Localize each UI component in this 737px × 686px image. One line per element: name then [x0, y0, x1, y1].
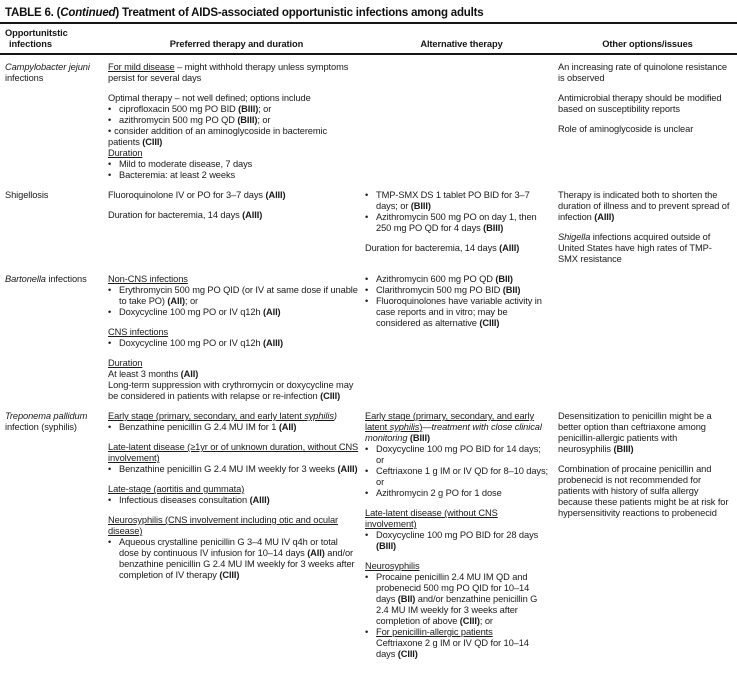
text-segment: (AIII)	[265, 190, 286, 200]
preferred-therapy-cell	[108, 62, 365, 181]
text-segment: (BIII)	[238, 104, 259, 114]
bullet-marker: •	[108, 126, 112, 136]
paragraph	[558, 464, 731, 519]
text-segment: infections acquired outside of United States have high rates of TMP-SMX resistance	[558, 232, 712, 264]
bullet-item	[108, 159, 359, 170]
bullet-marker: •	[108, 104, 112, 114]
paragraph	[108, 93, 359, 104]
bullet-marker: •	[108, 307, 112, 317]
paragraph	[558, 62, 731, 84]
text-segment: ; or	[184, 296, 199, 306]
text-segment: Combination of procaine penicillin and probenecid is not recommended for patients with history of sulfa allergy because these patients might be at risk for hypersensitivity reactions to probenecid	[558, 464, 729, 518]
text-segment: (BII)	[495, 274, 513, 284]
text-segment: (CIII)	[320, 391, 341, 401]
text-segment: Infectious diseases consultation	[119, 495, 250, 505]
text-segment: Azithromycin 600 mg PO QD	[376, 274, 496, 284]
text-segment: Shigella	[558, 232, 591, 242]
text-segment: Non-CNS infections	[108, 274, 188, 284]
text-segment: )	[419, 422, 423, 432]
text-segment: syphilis	[304, 411, 334, 421]
text-segment: (AII)	[307, 548, 325, 558]
other-options-cell	[558, 274, 737, 402]
column-header-line1: Opportunitstic	[5, 28, 68, 38]
bullet-marker: •	[365, 466, 369, 476]
text-segment: (AIII)	[249, 495, 270, 505]
text-segment: (AII)	[180, 369, 199, 379]
infection-name-cell	[0, 274, 108, 402]
preferred-therapy-cell	[108, 190, 365, 265]
text-segment: For mild disease	[108, 62, 175, 72]
text-segment: Benzathine penicillin G 2.4 MU IM for 1	[119, 422, 279, 432]
text-segment: Doxycycline 100 mg PO BID for 28 days	[376, 530, 539, 540]
text-segment: azithromycin 500 mg PO QD	[119, 115, 238, 125]
bullet-item	[365, 285, 548, 296]
text-segment: Desensitization to penicillin might be a better option than ceftriaxone among penicillin-allergic patients with neurosyphilis	[558, 411, 712, 454]
text-segment: Benzathine penicillin G 2.4 MU IM weekly for 3 weeks	[119, 464, 338, 474]
text-segment: infections	[5, 73, 44, 83]
table-header-row	[0, 24, 737, 53]
table-body	[0, 55, 737, 669]
text-segment: Late-latent disease (without CNS involvement)	[365, 508, 498, 529]
alternative-therapy-cell	[365, 190, 558, 265]
bullet-text	[119, 285, 359, 307]
table-title-suffix: ) Treatment of AIDS-associated opportunistic infections among adults	[115, 7, 484, 19]
bullet-item	[108, 115, 359, 126]
paragraph	[365, 508, 548, 530]
bullet-item	[108, 170, 359, 181]
text-segment: (AIII)	[594, 212, 615, 222]
text-segment: Azithromycin 2 g PO for 1 dose	[376, 488, 502, 498]
paragraph	[108, 380, 359, 402]
text-segment: At least 3 months	[108, 369, 181, 379]
column-header-opportunistic-infections	[0, 28, 108, 50]
bullet-marker: •	[108, 537, 112, 547]
table-row	[0, 190, 737, 274]
text-segment: Duration for bacteremia, 14 days	[108, 210, 243, 220]
paragraph	[365, 411, 548, 444]
text-segment: ; or	[479, 616, 493, 626]
text-segment: (BIII)	[613, 444, 634, 454]
bullet-marker: •	[108, 422, 112, 432]
text-segment: Doxycycline 100 mg PO BID for 14 days; or	[376, 444, 541, 465]
text-segment: Mild to moderate disease, 7 days	[119, 159, 253, 169]
text-segment: An increasing rate of quinolone resistance is observed	[558, 62, 727, 83]
text-segment: (BIII)	[409, 433, 430, 443]
bullet-item	[365, 296, 548, 329]
text-segment: (BIII)	[237, 115, 258, 125]
preferred-therapy-cell	[108, 274, 365, 402]
text-segment: (AII)	[278, 422, 297, 432]
text-segment: Bartonella	[5, 274, 46, 284]
text-segment: Doxycycline 100 mg PO or IV q12h	[119, 307, 263, 317]
bullet-marker: •	[108, 159, 112, 169]
paragraph	[108, 358, 359, 369]
table-title-prefix: TABLE 6. (	[5, 7, 61, 19]
text-segment: Late-stage (aortitis and gummata)	[108, 484, 245, 494]
text-segment: and/or benzathine penicillin G 2.4 MU IM weekly for 3 weeks after completion of IV therapy	[119, 548, 355, 580]
text-segment: consider addition of an aminoglycoside in bacteremic patients	[108, 126, 328, 147]
paragraph	[558, 232, 731, 265]
preferred-therapy-cell	[108, 411, 365, 660]
bullet-marker: •	[365, 212, 369, 222]
text-segment: infection (syphilis)	[5, 422, 77, 432]
bullet-text	[376, 466, 548, 488]
table-row	[0, 62, 737, 190]
table-row	[0, 411, 737, 669]
bullet-marker: •	[365, 627, 369, 637]
text-segment: (BII)	[502, 285, 521, 295]
text-segment: – might withhold therapy unless symptoms persist for several days	[108, 62, 349, 83]
alternative-therapy-cell	[365, 274, 558, 402]
text-segment: Late-latent disease (≥1yr or of unknown duration, without CNS involvement)	[108, 442, 359, 463]
infection-name-cell	[0, 190, 108, 265]
bullet-item	[365, 466, 548, 488]
bullet-text	[119, 422, 359, 433]
text-segment: Duration	[108, 148, 143, 158]
other-options-cell	[558, 411, 737, 660]
text-segment: (CIII)	[142, 137, 163, 147]
bullet-item	[108, 338, 359, 349]
paragraph	[108, 62, 359, 84]
paragraph	[365, 561, 548, 572]
text-segment: Duration	[108, 358, 143, 368]
bullet-item	[108, 285, 359, 307]
text-segment: ; or	[257, 115, 271, 125]
text-segment: (CIII)	[459, 616, 480, 626]
text-segment: Erythromycin 500 mg PO QID (or IV at same dose if unable to take PO)	[119, 285, 358, 306]
bullet-item	[108, 104, 359, 115]
bullet-marker: •	[108, 170, 112, 180]
text-segment: (AIII)	[337, 464, 358, 474]
bullet-item	[365, 488, 548, 499]
text-segment: infections	[45, 274, 87, 284]
alternative-therapy-cell	[365, 62, 558, 181]
bullet-item	[365, 190, 548, 212]
paragraph	[108, 442, 359, 464]
bullet-text	[376, 285, 548, 296]
paragraph	[108, 274, 359, 285]
other-options-cell	[558, 62, 737, 181]
bullet-item	[365, 444, 548, 466]
infection-name-cell	[0, 411, 108, 660]
text-segment: —	[422, 422, 432, 432]
bullet-item	[108, 422, 359, 433]
paragraph	[558, 411, 731, 455]
bullet-text	[119, 338, 359, 349]
bullet-marker: •	[365, 572, 369, 582]
text-segment: Ceftriaxone 2 g IM or IV QD for 10–14 days	[376, 638, 529, 659]
text-segment: (AII)	[262, 307, 281, 317]
text-segment: Role of aminoglycoside is unclear	[558, 124, 694, 134]
text-segment: Optimal therapy – not well defined; options include	[108, 93, 311, 103]
text-segment: and/or benzathine penicillin G 2.4 MU IM weekly for 3 weeks after completion of above	[376, 594, 538, 626]
bullet-item	[365, 627, 548, 660]
text-segment: Aqueous crystalline penicillin G 3–4 MU IV q4h or total dose by continuous IV infusion for 10–14 days	[119, 537, 338, 558]
bullet-marker: •	[365, 530, 369, 540]
bullet-item	[108, 464, 359, 475]
alternative-therapy-cell	[365, 411, 558, 660]
text-segment: Campylobacter jejuni	[5, 62, 90, 72]
text-segment: (BIII)	[483, 223, 504, 233]
text-segment: (AII)	[167, 296, 185, 306]
bullet-item	[365, 572, 548, 627]
text-segment: Early stage (primary, secondary, and early latent	[108, 411, 305, 421]
bullet-text	[119, 495, 359, 506]
bullet-marker: •	[108, 285, 112, 295]
paragraph	[108, 190, 359, 201]
column-header-preferred-therapy: Preferred therapy and duration	[169, 39, 304, 49]
text-segment: CNS infections	[108, 327, 169, 337]
bullet-text	[119, 537, 359, 581]
bullet-text	[376, 296, 548, 329]
paragraph	[108, 515, 359, 537]
text-segment: Antimicrobial therapy should be modified based on susceptibility reports	[558, 93, 722, 114]
text-segment: For penicillin-allergic patients	[376, 627, 493, 637]
text-segment: (AIII)	[242, 210, 263, 220]
paragraph	[108, 327, 359, 338]
paragraph	[108, 484, 359, 495]
text-segment: TMP-SMX DS 1 tablet PO BID for 3–7 days; or	[376, 190, 530, 211]
text-segment: Clarithromycin 500 mg PO BID	[376, 285, 503, 295]
text-segment: )	[333, 411, 337, 421]
other-options-cell	[558, 190, 737, 265]
paragraph	[108, 210, 359, 221]
paragraph	[108, 148, 359, 159]
bullet-marker: •	[108, 464, 112, 474]
paragraph	[558, 93, 731, 115]
text-segment: Therapy is indicated both to shorten the duration of illness and to prevent spread of infection	[558, 190, 730, 222]
column-header-line2: infections	[9, 39, 52, 49]
bullet-marker: •	[365, 190, 369, 200]
paragraph	[558, 190, 731, 223]
text-segment: Fluoroquinolone IV or PO for 3–7 days	[108, 190, 266, 200]
text-segment: (AIII)	[499, 243, 520, 253]
text-segment: Neurosyphilis	[365, 561, 420, 571]
column-header-other-options: Other options/issues	[602, 39, 693, 49]
text-segment: (CIII)	[397, 649, 418, 659]
text-segment: Long-term suppression with crythromycin or doxycycline may be considered in patients with relapse or re-infection	[108, 380, 354, 401]
bullet-marker: •	[108, 338, 112, 348]
paragraph	[558, 124, 731, 135]
text-segment: Shigellosis	[5, 190, 49, 200]
table-row	[0, 274, 737, 411]
bullet-text	[119, 115, 359, 126]
text-segment: (BIII)	[410, 201, 431, 211]
text-segment: Doxycycline 100 mg PO or IV q12h	[119, 338, 263, 348]
text-segment: Early stage (primary, secondary, and early latent	[365, 411, 535, 432]
bullet-text	[376, 212, 548, 234]
bullet-text	[376, 572, 548, 627]
bullet-item	[365, 212, 548, 234]
bullet-marker: •	[108, 115, 112, 125]
bullet-text	[119, 159, 359, 170]
bullet-text	[376, 488, 548, 499]
table-title	[5, 7, 732, 20]
text-segment: (CIII)	[479, 318, 500, 328]
bullet-text	[376, 274, 548, 285]
text-segment: Neurosyphilis (CNS involvement including otic and ocular disease)	[108, 515, 339, 536]
text-segment: Treponema pallidum	[5, 411, 88, 421]
bullet-item	[108, 537, 359, 581]
bullet-text	[119, 104, 359, 115]
text-segment: Procaine penicillin 2.4 MU IM QD and probenecid 500 mg PO QID for 10–14 days	[376, 572, 530, 604]
bullet-marker: •	[365, 296, 369, 306]
text-segment: ; or	[258, 104, 272, 114]
text-segment: ciprofloxacin 500 mg PO BID	[119, 104, 239, 114]
bullet-marker: •	[365, 488, 369, 498]
bullet-item	[108, 307, 359, 318]
infection-name-cell	[0, 62, 108, 181]
text-segment: (AIII)	[262, 338, 284, 348]
bullet-text	[119, 464, 359, 475]
bullet-marker: •	[365, 444, 369, 454]
text-segment: Bacteremia: at least 2 weeks	[119, 170, 236, 180]
bullet-text	[376, 627, 548, 660]
paragraph	[108, 369, 359, 380]
text-segment: (BIII)	[376, 541, 397, 551]
paragraph	[365, 243, 548, 254]
bullet-item	[108, 495, 359, 506]
bullet-item	[365, 274, 548, 285]
text-segment: Fluoroquinolones have variable activity in case reports and in vitro; may be considered as alternative	[376, 296, 542, 328]
text-segment: syphilis	[389, 422, 420, 432]
bullet-text	[376, 444, 548, 466]
bullet-text	[376, 530, 548, 552]
column-header-alternative-therapy: Alternative therapy	[420, 39, 503, 49]
paragraph	[108, 411, 359, 422]
text-segment: Ceftriaxone 1 g IM or IV QD for 8–10 days; or	[376, 466, 549, 487]
text-segment: (CIII)	[219, 570, 240, 580]
bullet-marker: •	[108, 495, 112, 505]
text-segment: Azithromycin 500 mg PO on day 1, then 250 mg PO QD for 4 days	[376, 212, 537, 233]
bullet-text	[119, 170, 359, 181]
text-segment: (BII)	[397, 594, 416, 604]
bullet-item	[365, 530, 548, 552]
bullet-text	[376, 190, 548, 212]
table-title-continued: Continued	[60, 7, 116, 19]
text-segment: treatment with close clinical monitoring	[365, 422, 542, 443]
bullet-marker: •	[365, 274, 369, 284]
bullet-marker: •	[365, 285, 369, 295]
text-segment: Duration for bacteremia, 14 days	[365, 243, 500, 253]
bullet-item	[108, 126, 359, 148]
bullet-text	[119, 307, 359, 318]
